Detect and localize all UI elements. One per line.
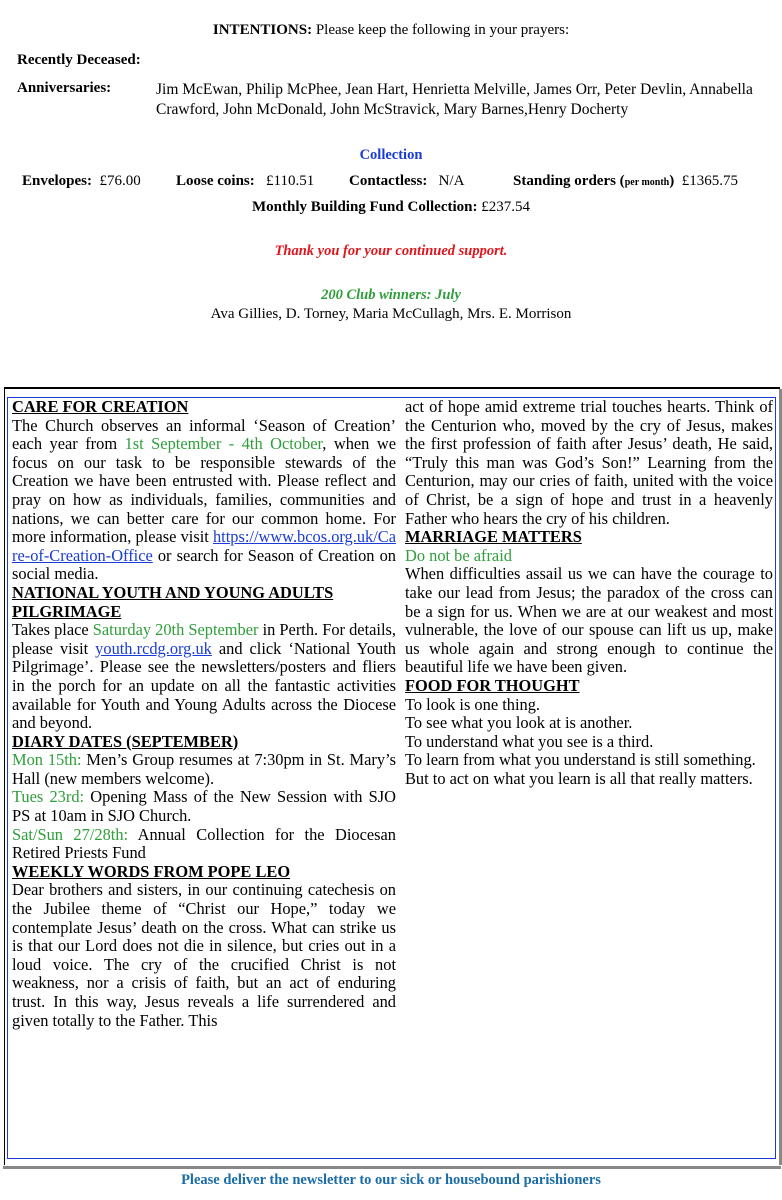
diary-date: Sat/Sun 27/28th: xyxy=(12,824,129,844)
food-line: To see what you look at is another. xyxy=(405,713,633,733)
envelopes-item xyxy=(22,173,141,190)
building-fund-label: Monthly Building Fund Collection: xyxy=(252,199,478,215)
pope-paragraph-left: Dear brothers and sisters, in our continuing catechesis on the Jubilee theme of “Christ our Hope,” today we contemplate Jesus’ death on the cross. What can strike us is that our Lord does not die in silence, but cries out in a loud voice. The cry of the crucified Christ is not weakness, nor a crisis of faith, but an act of enduring trust. In this way, Jesus reveals a life surrendered and given totally to the Father. This xyxy=(12,880,396,1030)
care-text-2: , when we focus on our task to be responsible stewards of the Creation we have been entrusted with. Please reflect and pray on how as individuals, families, communities and nations, we can better care for our common home. For more information, please visit xyxy=(12,434,396,547)
standing-orders-close: ) xyxy=(669,173,675,189)
diary-date: Mon 15th: xyxy=(12,750,82,770)
food-line: But to act on what you learn is all that really matters. xyxy=(405,768,753,788)
standing-orders-item xyxy=(513,173,738,190)
loose-coins-value: £110.51 xyxy=(266,173,315,189)
standing-orders-period: per month xyxy=(624,177,670,188)
food-heading: FOOD FOR THOUGHT xyxy=(405,675,580,695)
diary-heading: DIARY DATES (SEPTEMBER) xyxy=(12,731,239,751)
standing-orders-label: Standing orders ( xyxy=(513,173,625,189)
youth-heading: NATIONAL YOUTH AND YOUNG ADULTS PILGRIMAGE xyxy=(12,582,334,621)
youth-text-2: in Perth. For details, please visit xyxy=(12,620,396,658)
diary-text: Annual Collection for the Diocesan Retired Priests Fund xyxy=(12,824,396,863)
contactless-label: Contactless: xyxy=(349,173,428,189)
club-winners-names: Ava Gillies, D. Torney, Maria McCullagh, Mrs. E. Morrison xyxy=(210,306,572,322)
care-paragraph xyxy=(12,417,396,584)
marriage-heading: MARRIAGE MATTERS xyxy=(405,527,582,547)
diary-text: Men’s Group resumes at 7:30pm in St. Mary’s Hall (new members welcome). xyxy=(12,750,396,788)
care-heading: CARE FOR CREATION xyxy=(12,397,189,416)
footer-note: Please deliver the newsletter to our sick or housebound parishioners xyxy=(181,1172,601,1188)
loose-coins-label: Loose coins: xyxy=(176,173,255,189)
care-dates: 1st September - 4th October xyxy=(124,434,323,454)
food-line: To understand what you see is a third. xyxy=(405,731,654,751)
youth-date: Saturday 20th September xyxy=(92,620,259,640)
collection-title: Collection xyxy=(359,147,423,163)
building-fund-line xyxy=(0,199,782,216)
diary-item xyxy=(12,751,396,788)
diary-item xyxy=(12,788,396,825)
standing-orders-value: £1365.75 xyxy=(681,173,738,189)
pope-heading: WEEKLY WORDS FROM POPE LEO xyxy=(12,861,291,881)
loose-coins-item xyxy=(176,173,314,190)
anniversaries-label: Anniversaries: xyxy=(17,80,112,96)
diary-item xyxy=(12,826,396,863)
marriage-subheading: Do not be afraid xyxy=(405,545,512,565)
envelopes-label: Envelopes: xyxy=(22,173,93,189)
youth-text-3: and click ‘National Youth Pilgrimage’. Please see the newsletters/posters and fliers in the porch for an update on all the fantastic activities available for Youth and Young Adults across the Diocese and beyond. xyxy=(12,638,396,733)
left-column xyxy=(12,398,396,1030)
food-line: To learn from what you understand is still something. xyxy=(405,750,756,770)
youth-link[interactable]: youth.rcdg.org.uk xyxy=(95,638,212,658)
care-text-1: The Church observes an informal ‘Season of Creation’ each year from xyxy=(12,415,396,454)
diary-date: Tues 23rd: xyxy=(12,787,85,807)
pope-paragraph-right: act of hope amid extreme trial touches hearts. Think of the Centurion who, moved by the cry of Jesus, makes the first profession of faith after Jesus’ death, He said, “Truly this man was God’s Son!” Learning from the Centurion, may our cries of faith, united with the voice of Christ, be a sign of hope and trust in a heavenly Father who hears the cry of his children. xyxy=(405,397,773,528)
contactless-value: N/A xyxy=(438,173,465,189)
club-winners-title: 200 Club winners: July xyxy=(321,287,461,303)
food-line: To look is one thing. xyxy=(405,694,540,714)
building-fund-value: £237.54 xyxy=(481,199,530,215)
intentions-text: Please keep the following in your prayers: xyxy=(312,22,570,38)
intentions-label: INTENTIONS: xyxy=(212,22,313,38)
care-text-3: or search for Season of Creation on social media. xyxy=(12,545,396,584)
intentions-line xyxy=(0,22,782,39)
contactless-item xyxy=(349,173,464,190)
youth-paragraph xyxy=(12,621,396,733)
right-column xyxy=(405,398,773,788)
envelopes-value: £76.00 xyxy=(99,173,141,189)
thank-you-message: Thank you for your continued support. xyxy=(274,243,508,259)
anniversaries-names: Jim McEwan, Philip McPhee, Jean Hart, Henrietta Melville, James Orr, Peter Devlin, Annabella Crawford, John McDonald, John McStravick, Mary Barnes,Henry Docherty xyxy=(156,81,753,118)
diary-text: Opening Mass of the New Session with SJO PS at 10am in SJO Church. xyxy=(12,787,396,826)
care-link[interactable]: https://www.bcos.org.uk/Care-of-Creation-Office xyxy=(12,527,396,565)
newsletter-body xyxy=(7,397,776,1159)
youth-text-1: Takes place xyxy=(12,620,93,640)
marriage-paragraph: When difficulties assail us we can have the courage to take our lead from Jesus; the paradox of the cross can be a sign for us. When we are at our weakest and most vulnerable, the love of our spouse can lift us up, make us whole again and strong enough to continue the beautiful life we have been given. xyxy=(405,564,773,677)
recently-deceased-label: Recently Deceased: xyxy=(17,52,141,68)
